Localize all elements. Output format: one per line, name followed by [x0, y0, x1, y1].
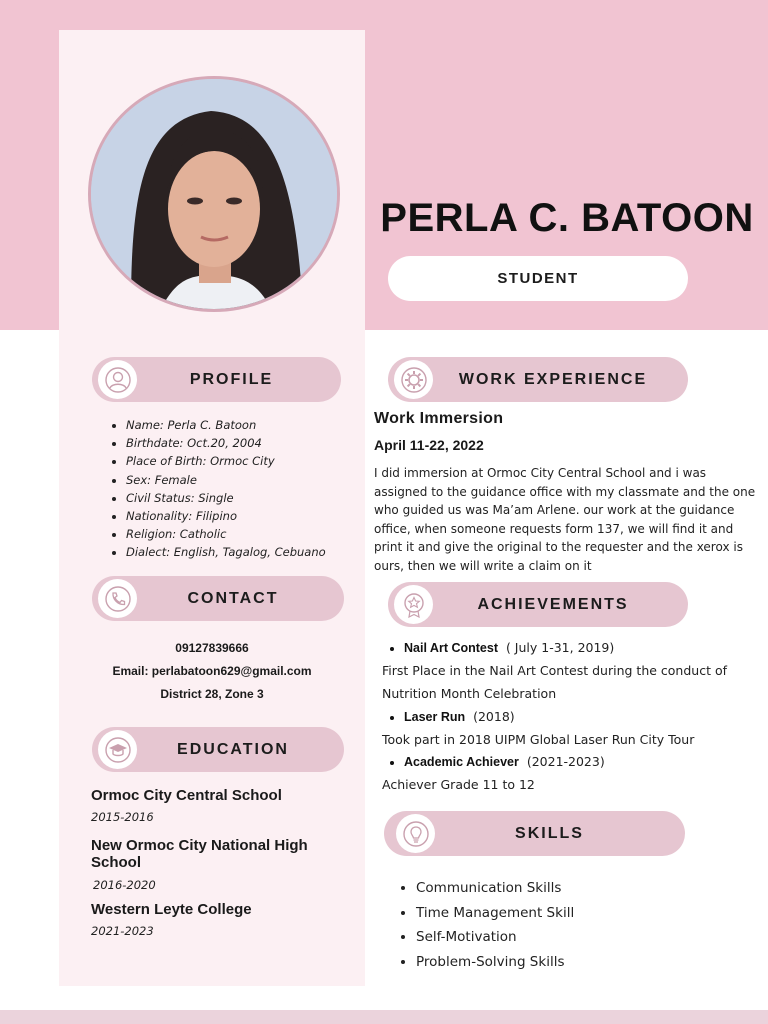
achievement-title: Laser Run: [404, 710, 466, 724]
achievement-detail: Achiever Grade 11 to 12: [382, 777, 535, 792]
contact-email[interactable]: Email: perlabatoon629@gmail.com: [112, 664, 312, 678]
achievements-heading: ACHIEVEMENTS: [477, 595, 629, 613]
skills-section-header: [384, 811, 685, 856]
achievement-date: ( July 1-31, 2019): [505, 640, 615, 655]
contact-phone[interactable]: 09127839666: [175, 641, 249, 655]
phone-icon: [98, 579, 137, 618]
skill-item: • Time Management Skill: [416, 901, 574, 926]
contact-section-header: [92, 576, 344, 621]
achievement-date: (2018): [473, 709, 515, 724]
achievement-detail: First Place in the Nail Art Contest during the conduct of: [382, 663, 727, 678]
education-years: 2016-2020: [93, 878, 156, 892]
profile-dialect: • Dialect: English, Tagalog, Cebuano: [126, 543, 326, 561]
skills-heading: SKILLS: [515, 824, 584, 842]
graduation-cap-icon: [98, 730, 137, 769]
bullet-icon: [390, 716, 394, 720]
role-label: STUDENT: [497, 270, 579, 287]
skills-list: [396, 876, 574, 974]
profile-name: • Name: Perla C. Batoon: [126, 416, 326, 434]
profile-birthplace: • Place of Birth: Ormoc City: [126, 452, 326, 470]
job-date: April 11-22, 2022: [374, 437, 484, 453]
education-school: Ormoc City Central School: [91, 787, 282, 804]
education-years: 2015-2016: [91, 810, 154, 824]
user-icon: [98, 360, 137, 399]
achievement-detail: Took part in 2018 UIPM Global Laser Run City Tour: [382, 732, 695, 747]
profile-birthdate: • Birthdate: Oct.20, 2004: [126, 434, 326, 452]
achievements-section-header: [388, 582, 688, 627]
work-experience-heading: WORK EXPERIENCE: [458, 370, 648, 388]
profile-heading: PROFILE: [189, 370, 274, 388]
lightbulb-icon: [396, 814, 435, 853]
footer-band: [0, 1010, 768, 1024]
education-section-header: [92, 727, 344, 772]
contact-heading: CONTACT: [187, 589, 279, 607]
skill-item: • Communication Skills: [416, 876, 574, 901]
job-title: Work Immersion: [374, 410, 504, 427]
achievement-item: [390, 709, 515, 724]
profile-list: [106, 416, 326, 562]
achievement-detail: Nutrition Month Celebration: [382, 686, 557, 701]
award-badge-icon: [394, 585, 433, 624]
profile-religion: • Religion: Catholic: [126, 525, 326, 543]
achievement-title: Nail Art Contest: [404, 641, 498, 655]
bullet-icon: [390, 761, 394, 765]
profile-nationality: • Nationality: Filipino: [126, 507, 326, 525]
education-school: Western Leyte College: [91, 901, 252, 918]
education-heading: EDUCATION: [177, 740, 289, 758]
education-years: 2021-2023: [91, 924, 154, 938]
work-experience-section-header: [388, 357, 688, 402]
skill-item: • Problem-Solving Skills: [416, 950, 574, 975]
profile-sex: • Sex: Female: [126, 471, 326, 489]
role-badge: [388, 256, 688, 301]
achievement-item: [390, 754, 605, 769]
job-description: I did immersion at Ormoc City Central School and i was assigned to the guidance office with my classmate and the one who guided us was Ma’am Arlene. our work at the guidance office, when someone requests form 137, we will find it and print it and give the original to the requester and the xerox is ours, then we will write a claim on it: [374, 466, 756, 573]
profile-civil-status: • Civil Status: Single: [126, 489, 326, 507]
contact-address: District 28, Zone 3: [160, 687, 264, 701]
bullet-icon: [390, 647, 394, 651]
skill-item: • Self-Motivation: [416, 925, 574, 950]
gear-icon: [394, 360, 433, 399]
profile-photo: [88, 76, 340, 312]
education-school: New Ormoc City National High School: [91, 837, 308, 871]
profile-section-header: [92, 357, 341, 402]
achievement-item: [390, 640, 614, 655]
full-name: PERLA C. BATOON: [380, 196, 754, 240]
achievement-title: Academic Achiever: [404, 755, 519, 769]
achievement-date: (2021-2023): [526, 754, 605, 769]
